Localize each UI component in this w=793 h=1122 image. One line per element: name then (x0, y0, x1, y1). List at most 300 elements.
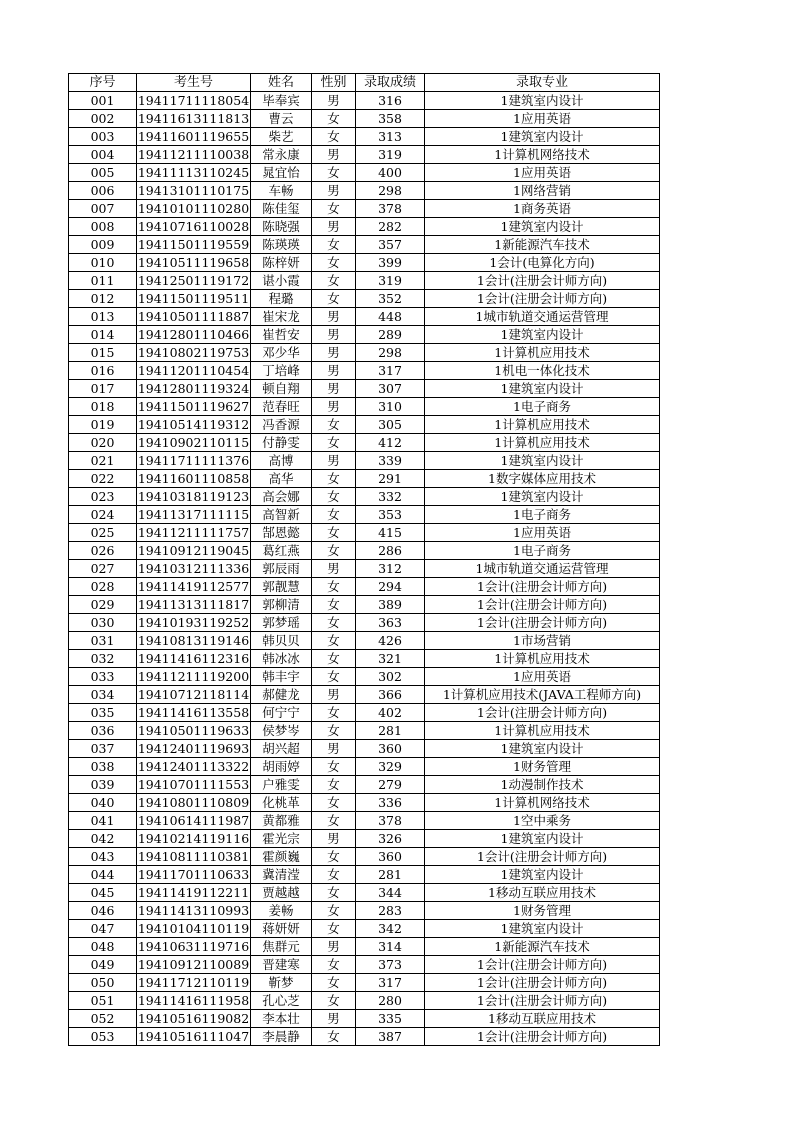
score-cell: 326 (356, 830, 425, 848)
major-cell: 1计算机应用技术 (425, 434, 660, 452)
name-cell: 毕奉宾 (251, 92, 312, 110)
score-cell: 314 (356, 938, 425, 956)
name-cell: 崔哲安 (251, 326, 312, 344)
gender-cell: 男 (312, 218, 356, 236)
table-row (69, 848, 660, 866)
name-cell: 郝健龙 (251, 686, 312, 704)
exam-id-cell: 19410912119045 (137, 542, 250, 558)
major-cell: 1会计(注册会计师方向) (425, 956, 660, 974)
gender-cell: 女 (312, 992, 356, 1010)
major-cell: 1会计(注册会计师方向) (425, 704, 660, 722)
name-cell: 陈梓妍 (251, 254, 312, 272)
major-cell: 1计算机网络技术 (425, 794, 660, 812)
seq-cell: 032 (69, 650, 137, 668)
name-cell: 晋建寒 (251, 956, 312, 974)
exam-id-cell: 19410712118114 (137, 686, 250, 702)
exam-id-cell: 19411416111958 (137, 992, 250, 1008)
exam-id-cell: 19410501111887 (137, 308, 250, 324)
table-row (69, 146, 660, 164)
exam-id-cell: 19410104110119 (137, 920, 250, 936)
gender-cell: 女 (312, 1028, 356, 1046)
table-row (69, 1010, 660, 1028)
gender-cell: 女 (312, 848, 356, 866)
name-cell: 程璐 (251, 290, 312, 308)
seq-cell: 022 (69, 470, 137, 488)
exam-id-cell: 19410511119658 (137, 254, 250, 270)
exam-id-cell: 19410614111987 (137, 812, 250, 828)
score-cell: 319 (356, 272, 425, 290)
header-score: 录取成绩 (356, 74, 425, 92)
seq-cell: 043 (69, 848, 137, 866)
gender-cell: 女 (312, 596, 356, 614)
exam-id-cell: 19411413110993 (137, 902, 250, 918)
gender-cell: 女 (312, 776, 356, 794)
table-row (69, 632, 660, 650)
major-cell: 1建筑室内设计 (425, 128, 660, 146)
gender-cell: 女 (312, 164, 356, 182)
seq-cell: 019 (69, 416, 137, 434)
table-row (69, 416, 660, 434)
name-cell: 陈佳玺 (251, 200, 312, 218)
header-gender: 性别 (312, 74, 356, 92)
gender-cell: 女 (312, 272, 356, 290)
score-cell: 360 (356, 740, 425, 758)
name-cell: 高会娜 (251, 488, 312, 506)
exam-id-cell: 19410101110280 (137, 200, 250, 216)
name-cell: 郭梦瑶 (251, 614, 312, 632)
major-cell: 1建筑室内设计 (425, 452, 660, 470)
score-cell: 294 (356, 578, 425, 596)
gender-cell: 男 (312, 380, 356, 398)
score-cell: 378 (356, 812, 425, 830)
exam-id-cell: 19410902110115 (137, 434, 250, 450)
exam-id-cell: 19410214119116 (137, 830, 250, 846)
score-cell: 286 (356, 542, 425, 560)
major-cell: 1计算机应用技术(JAVA工程师方向) (425, 686, 660, 704)
seq-cell: 050 (69, 974, 137, 992)
gender-cell: 女 (312, 290, 356, 308)
exam-id-cell: 19411201110454 (137, 362, 250, 378)
major-cell: 1建筑室内设计 (425, 830, 660, 848)
major-cell: 1商务英语 (425, 200, 660, 218)
name-cell: 胡雨婷 (251, 758, 312, 776)
seq-cell: 015 (69, 344, 137, 362)
gender-cell: 男 (312, 560, 356, 578)
table-row (69, 560, 660, 578)
score-cell: 332 (356, 488, 425, 506)
seq-cell: 016 (69, 362, 137, 380)
name-cell: 化桃革 (251, 794, 312, 812)
table-row (69, 1028, 660, 1046)
gender-cell: 女 (312, 524, 356, 542)
table-row (69, 578, 660, 596)
seq-cell: 026 (69, 542, 137, 560)
seq-cell: 027 (69, 560, 137, 578)
major-cell: 1计算机应用技术 (425, 722, 660, 740)
name-cell: 靳梦 (251, 974, 312, 992)
name-cell: 谌小霞 (251, 272, 312, 290)
table-row (69, 902, 660, 920)
gender-cell: 女 (312, 542, 356, 560)
score-cell: 415 (356, 524, 425, 542)
name-cell: 姜畅 (251, 902, 312, 920)
seq-cell: 024 (69, 506, 137, 524)
major-cell: 1移动互联应用技术 (425, 1010, 660, 1028)
table-row (69, 236, 660, 254)
table-row (69, 938, 660, 956)
seq-cell: 051 (69, 992, 137, 1010)
table-row (69, 110, 660, 128)
exam-id-cell: 19410802119753 (137, 344, 250, 360)
name-cell: 冀清滢 (251, 866, 312, 884)
seq-cell: 012 (69, 290, 137, 308)
header-exam-id: 考生号 (137, 74, 251, 92)
name-cell: 高智新 (251, 506, 312, 524)
seq-cell: 001 (69, 92, 137, 110)
major-cell: 1市场营销 (425, 632, 660, 650)
gender-cell: 女 (312, 632, 356, 650)
major-cell: 1建筑室内设计 (425, 92, 660, 110)
name-cell: 李本壮 (251, 1010, 312, 1028)
seq-cell: 047 (69, 920, 137, 938)
score-cell: 339 (356, 452, 425, 470)
table-row (69, 92, 660, 110)
table-row (69, 218, 660, 236)
table-row (69, 758, 660, 776)
table-row (69, 488, 660, 506)
table-row (69, 686, 660, 704)
exam-id-cell: 19411416112316 (137, 650, 250, 666)
major-cell: 1网络营销 (425, 182, 660, 200)
name-cell: 晁宜怡 (251, 164, 312, 182)
gender-cell: 男 (312, 344, 356, 362)
major-cell: 1会计(注册会计师方向) (425, 596, 660, 614)
gender-cell: 女 (312, 704, 356, 722)
gender-cell: 女 (312, 974, 356, 992)
table-row (69, 200, 660, 218)
major-cell: 1建筑室内设计 (425, 740, 660, 758)
exam-id-cell: 19410716110028 (137, 218, 250, 234)
gender-cell: 男 (312, 938, 356, 956)
exam-id-cell: 19411501119627 (137, 398, 250, 414)
major-cell: 1会计(注册会计师方向) (425, 578, 660, 596)
name-cell: 丁培峰 (251, 362, 312, 380)
major-cell: 1应用英语 (425, 110, 660, 128)
major-cell: 1会计(注册会计师方向) (425, 992, 660, 1010)
exam-id-cell: 19410516119082 (137, 1010, 250, 1026)
exam-id-cell: 19411416113558 (137, 704, 250, 720)
seq-cell: 004 (69, 146, 137, 164)
seq-cell: 041 (69, 812, 137, 830)
exam-id-cell: 19411419112577 (137, 578, 250, 594)
table-row (69, 650, 660, 668)
exam-id-cell: 19411419112211 (137, 884, 250, 900)
name-cell: 贾越越 (251, 884, 312, 902)
exam-id-cell: 19412401119693 (137, 740, 250, 756)
name-cell: 孔心芝 (251, 992, 312, 1010)
seq-cell: 020 (69, 434, 137, 452)
table-row (69, 614, 660, 632)
seq-cell: 030 (69, 614, 137, 632)
gender-cell: 女 (312, 254, 356, 272)
table-row (69, 524, 660, 542)
seq-cell: 040 (69, 794, 137, 812)
seq-cell: 045 (69, 884, 137, 902)
gender-cell: 女 (312, 416, 356, 434)
exam-id-cell: 19411711111376 (137, 452, 250, 468)
exam-id-cell: 19411701110633 (137, 866, 250, 882)
exam-id-cell: 19410318119123 (137, 488, 250, 504)
name-cell: 郜恩懿 (251, 524, 312, 542)
seq-cell: 003 (69, 128, 137, 146)
exam-id-cell: 19411317111115 (137, 506, 250, 522)
seq-cell: 018 (69, 398, 137, 416)
score-cell: 317 (356, 974, 425, 992)
gender-cell: 男 (312, 740, 356, 758)
seq-cell: 023 (69, 488, 137, 506)
seq-cell: 034 (69, 686, 137, 704)
exam-id-cell: 19411712110119 (137, 974, 250, 990)
name-cell: 焦群元 (251, 938, 312, 956)
header-major: 录取专业 (425, 74, 660, 92)
major-cell: 1电子商务 (425, 506, 660, 524)
major-cell: 1会计(注册会计师方向) (425, 848, 660, 866)
exam-id-cell: 19411113110245 (137, 164, 250, 180)
table-row (69, 776, 660, 794)
table-row (69, 182, 660, 200)
exam-id-cell: 19411711118054 (137, 92, 250, 108)
seq-cell: 029 (69, 596, 137, 614)
seq-cell: 033 (69, 668, 137, 686)
table-row (69, 956, 660, 974)
table-row (69, 542, 660, 560)
name-cell: 陈瑛瑛 (251, 236, 312, 254)
score-cell: 291 (356, 470, 425, 488)
table-row (69, 128, 660, 146)
seq-cell: 011 (69, 272, 137, 290)
table-row (69, 830, 660, 848)
major-cell: 1会计(注册会计师方向) (425, 1028, 660, 1046)
name-cell: 郭柳清 (251, 596, 312, 614)
gender-cell: 女 (312, 488, 356, 506)
gender-cell: 女 (312, 110, 356, 128)
exam-id-cell: 19410193119252 (137, 614, 250, 630)
score-cell: 426 (356, 632, 425, 650)
gender-cell: 女 (312, 902, 356, 920)
table-row (69, 164, 660, 182)
admission-table (68, 73, 660, 1046)
gender-cell: 女 (312, 200, 356, 218)
seq-cell: 006 (69, 182, 137, 200)
seq-cell: 048 (69, 938, 137, 956)
score-cell: 289 (356, 326, 425, 344)
score-cell: 336 (356, 794, 425, 812)
exam-id-cell: 19410701111553 (137, 776, 250, 792)
major-cell: 1应用英语 (425, 668, 660, 686)
name-cell: 高博 (251, 452, 312, 470)
gender-cell: 女 (312, 956, 356, 974)
score-cell: 319 (356, 146, 425, 164)
score-cell: 358 (356, 110, 425, 128)
major-cell: 1建筑室内设计 (425, 380, 660, 398)
major-cell: 1会计(注册会计师方向) (425, 614, 660, 632)
major-cell: 1建筑室内设计 (425, 488, 660, 506)
table-row (69, 974, 660, 992)
exam-id-cell: 19410813119146 (137, 632, 250, 648)
major-cell: 1城市轨道交通运营管理 (425, 560, 660, 578)
score-cell: 360 (356, 848, 425, 866)
table-row (69, 920, 660, 938)
seq-cell: 008 (69, 218, 137, 236)
score-cell: 389 (356, 596, 425, 614)
table-row (69, 308, 660, 326)
major-cell: 1建筑室内设计 (425, 920, 660, 938)
table-row (69, 596, 660, 614)
exam-id-cell: 19410516111047 (137, 1028, 250, 1044)
score-cell: 302 (356, 668, 425, 686)
name-cell: 冯香源 (251, 416, 312, 434)
score-cell: 363 (356, 614, 425, 632)
name-cell: 范春旺 (251, 398, 312, 416)
name-cell: 顿自翔 (251, 380, 312, 398)
score-cell: 316 (356, 92, 425, 110)
major-cell: 1会计(注册会计师方向) (425, 272, 660, 290)
gender-cell: 男 (312, 1010, 356, 1028)
major-cell: 1会计(注册会计师方向) (425, 290, 660, 308)
table-row (69, 380, 660, 398)
exam-id-cell: 19410312111336 (137, 560, 250, 576)
gender-cell: 男 (312, 308, 356, 326)
gender-cell: 男 (312, 452, 356, 470)
exam-id-cell: 19411601119655 (137, 128, 250, 144)
gender-cell: 女 (312, 758, 356, 776)
major-cell: 1会计(电算化方向) (425, 254, 660, 272)
table-row (69, 398, 660, 416)
major-cell: 1新能源汽车技术 (425, 236, 660, 254)
exam-id-cell: 19411601110858 (137, 470, 250, 486)
score-cell: 344 (356, 884, 425, 902)
score-cell: 342 (356, 920, 425, 938)
table-row (69, 722, 660, 740)
table-row (69, 272, 660, 290)
score-cell: 357 (356, 236, 425, 254)
gender-cell: 女 (312, 434, 356, 452)
table-row (69, 668, 660, 686)
name-cell: 葛红燕 (251, 542, 312, 560)
exam-id-cell: 19412801110466 (137, 326, 250, 342)
exam-id-cell: 19413101110175 (137, 182, 250, 198)
major-cell: 1建筑室内设计 (425, 866, 660, 884)
gender-cell: 女 (312, 920, 356, 938)
table-row (69, 344, 660, 362)
exam-id-cell: 19411211119200 (137, 668, 250, 684)
name-cell: 蒋妍妍 (251, 920, 312, 938)
major-cell: 1会计(注册会计师方向) (425, 974, 660, 992)
score-cell: 279 (356, 776, 425, 794)
seq-cell: 002 (69, 110, 137, 128)
name-cell: 黄都雅 (251, 812, 312, 830)
table-row (69, 884, 660, 902)
score-cell: 317 (356, 362, 425, 380)
seq-cell: 042 (69, 830, 137, 848)
major-cell: 1电子商务 (425, 398, 660, 416)
score-cell: 280 (356, 992, 425, 1010)
score-cell: 412 (356, 434, 425, 452)
seq-cell: 039 (69, 776, 137, 794)
gender-cell: 女 (312, 614, 356, 632)
exam-id-cell: 19411211110038 (137, 146, 250, 162)
gender-cell: 男 (312, 146, 356, 164)
major-cell: 1财务管理 (425, 758, 660, 776)
name-cell: 邓少华 (251, 344, 312, 362)
table-row (69, 704, 660, 722)
major-cell: 1建筑室内设计 (425, 218, 660, 236)
seq-cell: 017 (69, 380, 137, 398)
seq-cell: 005 (69, 164, 137, 182)
score-cell: 335 (356, 1010, 425, 1028)
seq-cell: 044 (69, 866, 137, 884)
exam-id-cell: 19410811110381 (137, 848, 250, 864)
table-row (69, 740, 660, 758)
score-cell: 321 (356, 650, 425, 668)
table-row (69, 326, 660, 344)
table-row (69, 452, 660, 470)
seq-cell: 013 (69, 308, 137, 326)
table-row (69, 470, 660, 488)
major-cell: 1新能源汽车技术 (425, 938, 660, 956)
score-cell: 352 (356, 290, 425, 308)
score-cell: 298 (356, 344, 425, 362)
name-cell: 胡兴超 (251, 740, 312, 758)
major-cell: 1机电一体化技术 (425, 362, 660, 380)
name-cell: 何宁宁 (251, 704, 312, 722)
gender-cell: 女 (312, 794, 356, 812)
seq-cell: 036 (69, 722, 137, 740)
name-cell: 霍光宗 (251, 830, 312, 848)
exam-id-cell: 19411613111813 (137, 110, 250, 126)
table-row (69, 254, 660, 272)
score-cell: 378 (356, 200, 425, 218)
name-cell: 霍颜巍 (251, 848, 312, 866)
score-cell: 282 (356, 218, 425, 236)
seq-cell: 038 (69, 758, 137, 776)
score-cell: 448 (356, 308, 425, 326)
table-row (69, 794, 660, 812)
seq-cell: 053 (69, 1028, 137, 1046)
major-cell: 1应用英语 (425, 164, 660, 182)
table-row (69, 992, 660, 1010)
score-cell: 373 (356, 956, 425, 974)
score-cell: 281 (356, 866, 425, 884)
table-row (69, 812, 660, 830)
seq-cell: 052 (69, 1010, 137, 1028)
major-cell: 1移动互联应用技术 (425, 884, 660, 902)
major-cell: 1数字媒体应用技术 (425, 470, 660, 488)
exam-id-cell: 19410514119312 (137, 416, 250, 432)
exam-id-cell: 19412501119172 (137, 272, 250, 288)
header-name: 姓名 (251, 74, 312, 92)
seq-cell: 010 (69, 254, 137, 272)
name-cell: 常永康 (251, 146, 312, 164)
seq-cell: 046 (69, 902, 137, 920)
major-cell: 1计算机应用技术 (425, 416, 660, 434)
seq-cell: 007 (69, 200, 137, 218)
exam-id-cell: 19411211111757 (137, 524, 250, 540)
gender-cell: 女 (312, 866, 356, 884)
name-cell: 韩冰冰 (251, 650, 312, 668)
name-cell: 韩丰宇 (251, 668, 312, 686)
name-cell: 陈晓强 (251, 218, 312, 236)
